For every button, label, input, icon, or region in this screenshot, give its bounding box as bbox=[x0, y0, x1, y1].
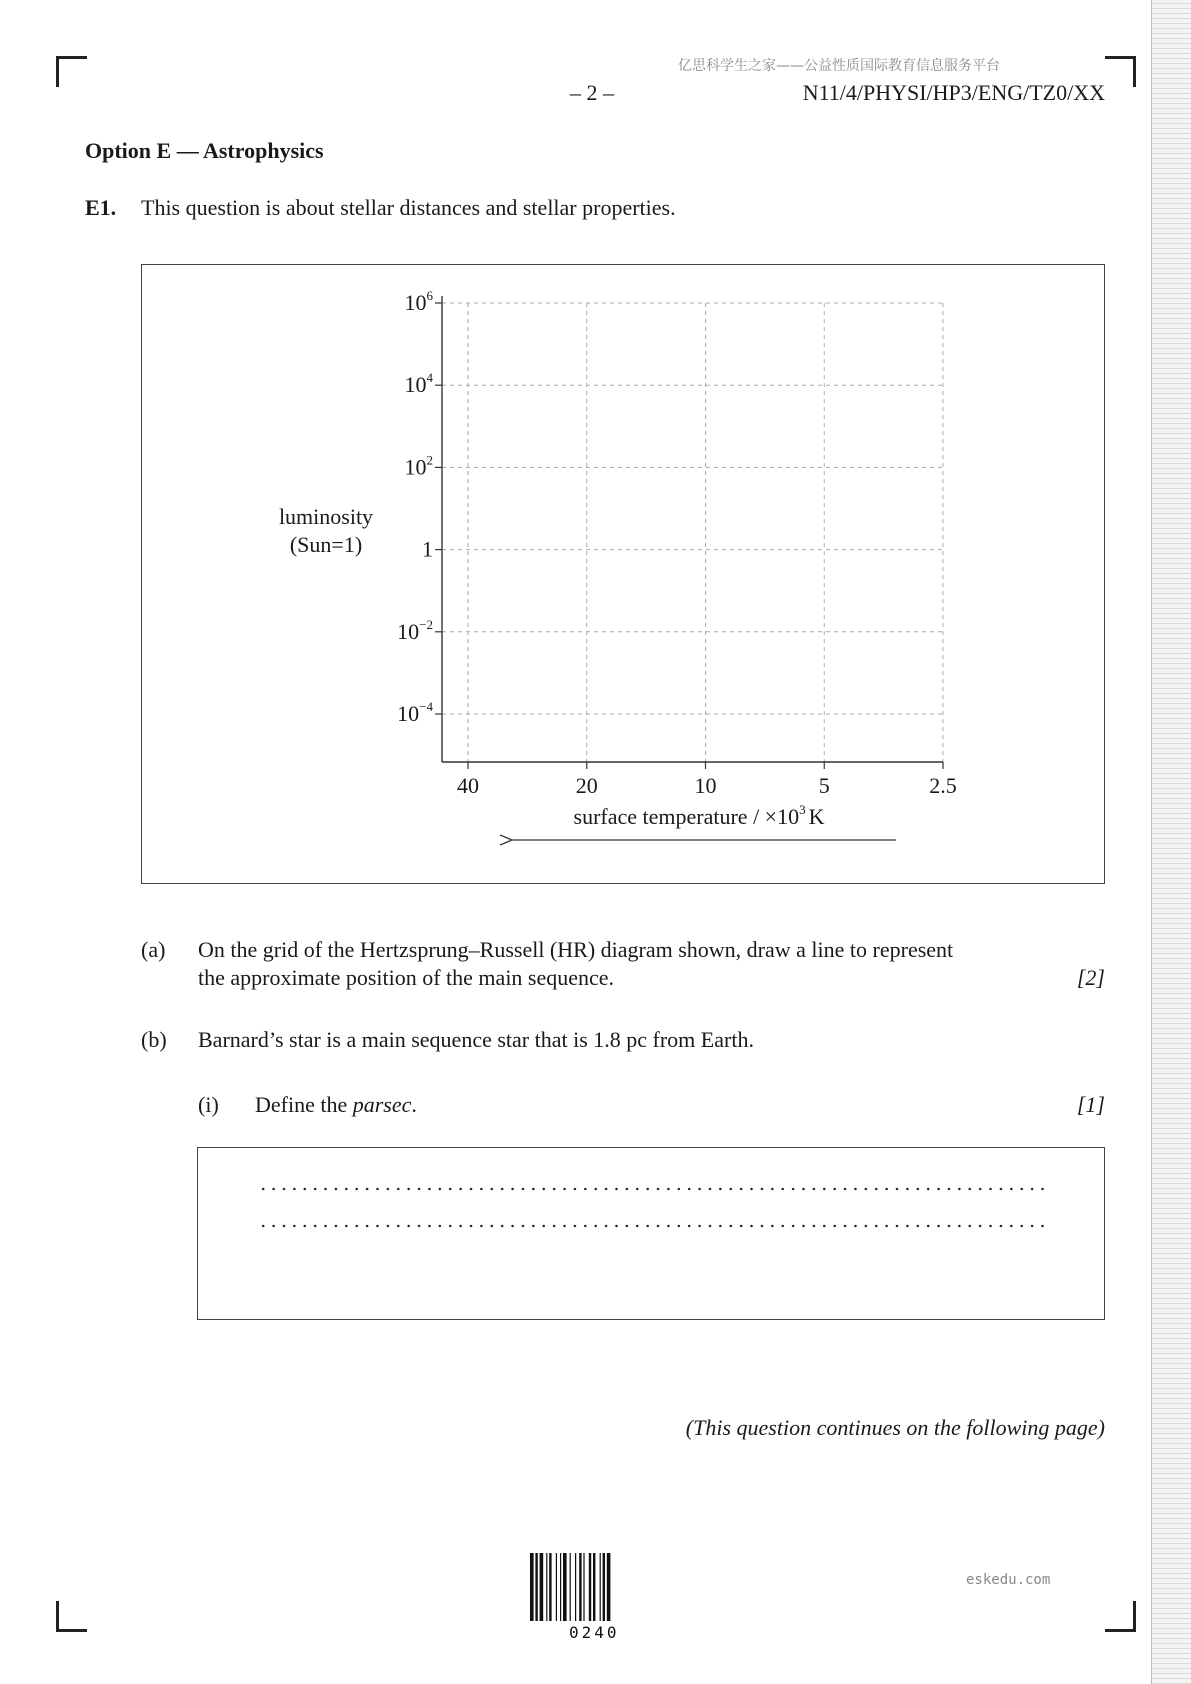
y-tick-label: $10^2$ bbox=[404, 452, 433, 480]
barcode-bar bbox=[535, 1553, 537, 1621]
barcode-bar bbox=[589, 1553, 591, 1621]
y-axis-label-line1: luminosity bbox=[278, 504, 374, 529]
y-tick-label: $10^{-4}$ bbox=[397, 699, 433, 726]
barcode-bar bbox=[607, 1553, 611, 1621]
part-a-label: (a) bbox=[141, 937, 166, 962]
barcode-bar bbox=[540, 1553, 544, 1621]
part-b-label: (b) bbox=[141, 1027, 167, 1052]
x-axis-label: surface temperature / $\times 10^3$ K bbox=[573, 802, 825, 829]
barcode-number: 0240 bbox=[569, 1623, 620, 1642]
watermark-text: 亿思科学生之家——公益性质国际教育信息服务平台 bbox=[678, 58, 1000, 74]
y-tick-label: $10^6$ bbox=[404, 288, 433, 315]
answer-line-2[interactable] bbox=[258, 1224, 1048, 1228]
barcode-bar bbox=[570, 1553, 571, 1621]
barcode bbox=[530, 1553, 662, 1621]
barcode-bar bbox=[575, 1553, 576, 1621]
barcode-bar bbox=[563, 1553, 567, 1621]
x-tick-label: 2.5 bbox=[929, 773, 957, 798]
barcode-bar bbox=[593, 1553, 595, 1621]
x-tick-label: 40 bbox=[457, 773, 479, 798]
answer-box[interactable] bbox=[197, 1147, 1105, 1320]
x-tick-label: 5 bbox=[818, 773, 830, 798]
y-tick-label: $10^{-2}$ bbox=[397, 616, 433, 644]
y-tick-label: $10^4$ bbox=[404, 370, 433, 398]
barcode-bar bbox=[549, 1553, 551, 1621]
barcode-bar bbox=[600, 1553, 601, 1621]
x-tick-label: 10 bbox=[694, 773, 717, 798]
barcode-bar bbox=[603, 1553, 605, 1621]
part-b-text: Barnard’s star is a main sequence star that is 1.8 pc from Earth. bbox=[198, 1027, 754, 1052]
part-b-i-marks: [1] bbox=[1076, 1092, 1105, 1117]
part-b-i-text-before: Define the bbox=[255, 1092, 353, 1117]
answer-line-1[interactable] bbox=[258, 1187, 1048, 1191]
part-b-i-label: (i) bbox=[198, 1092, 219, 1117]
x-tick-label: 20 bbox=[575, 773, 598, 798]
part-a-line2: the approximate position of the main sequence. bbox=[198, 965, 615, 990]
part-b-i-text-after: . bbox=[411, 1092, 417, 1117]
barcode-bar bbox=[530, 1553, 534, 1621]
barcode-bar bbox=[546, 1553, 547, 1621]
y-tick-label: 1 bbox=[422, 536, 433, 562]
footer-site: eskedu.com bbox=[966, 1572, 1051, 1588]
part-a-marks: [2] bbox=[1076, 965, 1105, 990]
option-title: Option E — Astrophysics bbox=[85, 138, 324, 163]
question-intro: This question is about stellar distances and stellar properties. bbox=[141, 195, 676, 220]
part-b-i-term: parsec bbox=[352, 1092, 412, 1117]
barcode-bar bbox=[579, 1553, 581, 1621]
y-axis-label-line2: (Sun=1) bbox=[289, 532, 363, 557]
part-a-line1: On the grid of the Hertzsprung–Russell (HR) diagram shown, draw a line to represent bbox=[198, 937, 954, 962]
paper-code: N11/4/PHYSI/HP3/ENG/TZ0/XX bbox=[802, 80, 1105, 105]
barcode-bar bbox=[556, 1553, 557, 1621]
page-number: – 2 – bbox=[570, 80, 614, 105]
continues-note: (This question continues on the following page) bbox=[685, 1415, 1105, 1440]
barcode-bar bbox=[583, 1553, 584, 1621]
part-b-i-question bbox=[255, 1090, 417, 1119]
question-number: E1. bbox=[85, 195, 117, 220]
barcode-bar bbox=[560, 1553, 561, 1621]
